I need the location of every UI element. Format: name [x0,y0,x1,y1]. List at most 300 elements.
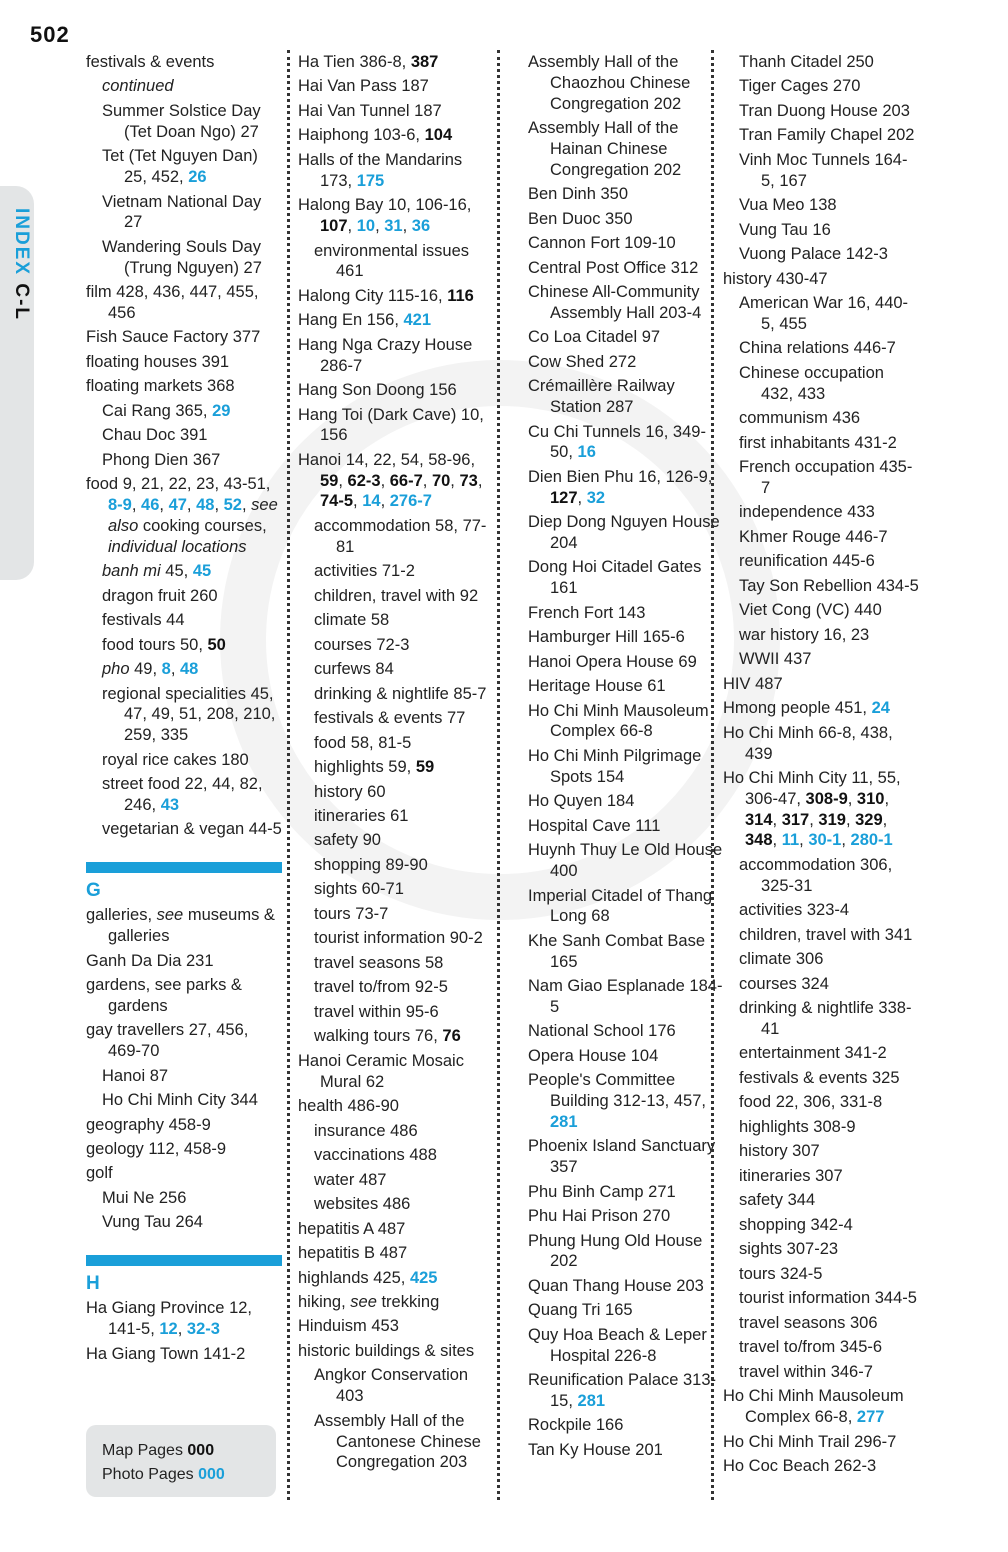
entry-text: Co Loa Citadel 97 [528,328,661,347]
index-entry [528,1182,724,1203]
entry-text: French Fort 143 [528,603,646,622]
index-subentry [102,819,282,840]
photo-page-ref: 280-1 [850,831,893,850]
entry-text: Assembly Hall of the Hainan Chinese Congregation 202 [528,119,682,179]
index-subentry [314,977,494,998]
index-entry [86,1298,282,1340]
index-entry [528,512,724,554]
index-entry [86,1163,282,1184]
index-entry [528,1415,724,1436]
index-entry [298,286,494,307]
entry-text: drinking & nightlife 338-41 [739,999,912,1038]
photo-page-ref: 31 [384,217,403,236]
index-entry [528,1231,724,1273]
entry-text: Khmer Rouge 446-7 [739,527,888,546]
entry-text: Tran Duong House 203 [739,101,910,120]
index-entry [528,627,724,648]
index-entry [86,352,282,373]
entry-text: Phoenix Island Sanctuary 357 [528,1137,716,1177]
index-subentry [314,928,494,949]
entry-text: Phu Hai Prison 270 [528,1207,671,1226]
map-page-ref: 76 [442,1027,461,1046]
index-subentry [102,237,282,279]
entry-text: Ho Chi Minh 66-8, 438, 439 [723,723,893,763]
index-subentry [314,904,494,925]
index-subentry [314,757,494,778]
photo-pages-line [102,1463,276,1487]
photo-page-ref: 14 [362,492,381,511]
index-subentry [102,425,282,446]
index-entry [528,791,724,812]
entry-text: see [350,1293,377,1311]
index-entry [528,976,724,1018]
index-entry [298,450,494,512]
entry-text: , [799,831,809,850]
entry-text: Halong Bay 10, 106-16, [298,196,472,215]
index-entry [298,1243,494,1264]
entry-text: walking tours 76, [314,1027,443,1046]
photo-page-ref: 421 [403,311,432,330]
index-entry [723,723,919,765]
entry-text: Ho Quyen 184 [528,792,635,811]
entry-text: French occupation 435-7 [739,458,913,497]
entry-text: , [338,471,348,490]
entry-text: People's Committee Building 312-13, 457, [528,1071,706,1111]
map-pages-line [102,1439,276,1463]
entry-text: Hang Son Doong 156 [298,381,457,400]
page-number: 502 [30,22,70,47]
entry-text: , [884,789,890,808]
index-subentry [102,774,282,816]
entry-text: Hanoi 87 [102,1066,169,1085]
entry-text: museums & galleries [108,906,275,946]
index-entry [528,376,724,418]
photo-page-ref: 47 [168,496,187,515]
map-page-ref: 314 [745,810,773,829]
index-subentry [314,1002,494,1023]
index-entry [528,282,724,324]
entry-text: Cai Rang 365, [102,401,213,420]
entry-text: Vuong Palace 142-3 [739,245,888,264]
entry-text: royal rice cakes 180 [102,750,249,769]
index-entry [298,52,494,73]
entry-text: insurance 486 [314,1121,418,1140]
entry-text: Vietnam National Day 27 [102,192,262,232]
index-subentry [739,1166,919,1187]
index-entry [528,1325,724,1367]
index-entry [528,1440,724,1461]
entry-text: , [477,471,483,490]
map-page-ref: 348 [745,831,773,850]
photo-page-ref: 46 [141,496,160,515]
entry-text: Cow Shed 272 [528,352,637,371]
index-subentry [314,684,494,705]
entry-text: Ha Giang Province 12, 141-5, [86,1299,253,1339]
index-entry [86,327,282,348]
index-entry [528,233,724,254]
index-entry [298,150,494,192]
photo-page-ref: 32-3 [186,1320,220,1339]
index-subentry [739,1288,919,1309]
entry-text: itineraries 61 [314,807,409,825]
photo-page-ref: 30-1 [808,831,842,850]
index-subentry [739,125,919,146]
entry-text: history 60 [314,782,386,801]
index-entry [86,52,282,73]
column-divider [497,50,500,1500]
entry-text: see [156,906,184,925]
entry-text: sights 60-71 [314,880,404,899]
index-subentry [739,502,919,523]
entry-text: Ho Chi Minh Pilgrimage Spots 154 [528,746,702,786]
entry-text: highlands 425, [298,1268,410,1287]
entry-text: historic buildings & sites [298,1341,475,1360]
index-subentry [314,1026,494,1047]
index-subentry [314,1194,494,1215]
index-entry [528,931,724,973]
index-entry [298,101,494,122]
index-entry [298,1316,494,1337]
photo-page-ref: 45 [192,562,212,581]
entry-text: shopping 342-4 [739,1215,853,1234]
index-column-1 [86,52,282,1368]
photo-page-ref: 281 [550,1112,578,1131]
entry-text: Tiger Cages 270 [739,77,861,96]
entry-text: accommodation 306, 325-31 [739,855,893,895]
entry-text: food 58, 81-5 [314,733,412,752]
map-page-ref: 319 [818,810,846,829]
entry-text: Hanoi Ceramic Mosaic Mural 62 [298,1051,464,1091]
map-page-ref: 317 [781,810,810,829]
photo-page-ref: 281 [577,1391,606,1410]
index-entry [528,1021,724,1042]
index-subentry [739,1043,919,1064]
index-entry [528,886,724,928]
entry-text: Hinduism 453 [298,1317,399,1336]
entry-text: Ben Dinh 350 [528,185,628,204]
index-entry [528,1300,724,1321]
entry-text: entertainment 341-2 [739,1044,887,1063]
entry-text: Mui Ne 256 [102,1188,187,1207]
index-subentry [102,76,282,97]
index-subentry [314,241,494,283]
index-subentry [314,1365,494,1407]
index-entry [298,405,494,447]
entry-text: , [847,789,857,808]
map-page-ref: 308-9 [805,789,848,808]
index-entry [723,1386,919,1428]
index-subentry [739,1068,919,1089]
index-subentry [102,1090,282,1111]
entry-text: Ho Chi Minh City 344 [102,1091,258,1110]
entry-text: Hanoi Opera House 69 [528,652,697,671]
index-subentry [102,750,282,771]
index-subentry [739,1362,919,1383]
index-subentry [102,1188,282,1209]
index-entry [298,195,494,237]
index-entry [528,467,724,509]
index-entry [723,768,919,851]
column-divider [711,50,714,1500]
entry-text: Dong Hoi Citadel Gates 161 [528,558,702,598]
index-subentry [739,925,919,946]
entry-text: Vinh Moc Tunnels 164-5, 167 [739,150,908,190]
section-divider-bar [86,1255,282,1266]
entry-text: independence 433 [739,503,875,522]
page-legend-box [86,1425,276,1497]
photo-page-ref: 425 [409,1268,438,1287]
map-pages-label: Map Pages [102,1442,183,1459]
index-entry [723,269,919,290]
index-subentry [314,733,494,754]
index-entry [298,380,494,401]
index-entry [528,1046,724,1067]
entry-text: , [186,496,197,515]
index-subentry [739,338,919,359]
photo-page-ref: 175 [356,171,385,190]
entry-text: Phu Binh Camp 271 [528,1182,676,1201]
entry-text: , [380,471,390,490]
entry-text: travel within 95-6 [314,1002,439,1021]
entry-text: festivals & events 325 [739,1068,900,1087]
entry-text: Ho Chi Minh Mausoleum Complex 66-8 [528,701,709,741]
photo-page-ref: 16 [577,443,596,462]
index-subentry [739,649,919,670]
photo-page-ref: 36 [411,217,431,236]
entry-text: Hang Toi (Dark Cave) 10, 156 [298,405,484,445]
index-subentry [314,855,494,876]
map-page-ref: 62-3 [347,471,381,490]
map-page-ref: 329 [855,810,883,829]
index-subentry [314,879,494,900]
entry-text: Heritage House 61 [528,677,666,696]
index-column-3 [528,52,724,1464]
map-page-ref: 50 [207,635,226,654]
entry-text: Chinese occupation 432, 433 [739,363,884,403]
index-entry [298,335,494,377]
entry-text: , [841,831,851,850]
index-subentry [102,450,282,471]
entry-text: geology 112, 458-9 [86,1140,227,1158]
entry-text: pho [102,660,130,679]
entry-text: individual locations [108,537,247,556]
entry-text: food tours 50, [102,635,208,654]
entry-text: , [380,492,390,511]
entry-text: sights 307-23 [739,1240,839,1259]
entry-text: history 307 [739,1142,820,1161]
index-entry [528,1206,724,1227]
index-entry [298,310,494,331]
entry-text: Tan Ky House 201 [528,1440,663,1459]
entry-text: Assembly Hall of the Cantonese Chinese Congregation 203 [314,1411,481,1472]
section-divider-bar [86,862,282,873]
index-subentry [314,953,494,974]
entry-text: , [241,496,252,515]
photo-page-ref: 277 [856,1408,885,1427]
index-entry [528,746,724,788]
column-divider [287,50,290,1500]
photo-page-ref: 276-7 [389,492,432,511]
entry-text: vaccinations 488 [314,1146,437,1165]
entry-text: Rockpile 166 [528,1416,624,1435]
index-entry [298,76,494,97]
entry-text: continued [102,77,174,96]
index-subentry [739,457,919,499]
entry-text: environmental issues 461 [314,241,469,281]
entry-text: American War 16, 440-5, 455 [739,294,909,333]
entry-text: , [353,492,363,511]
index-subentry [739,1239,919,1260]
entry-text: accommodation 58, 77-81 [314,516,487,556]
entry-text: banh mi [102,562,161,581]
entry-text: hepatitis A 487 [298,1219,406,1238]
index-subentry [314,561,494,582]
entry-text: Hai Van Tunnel 187 [298,101,442,120]
photo-page-ref: 8-9 [108,496,132,515]
index-subentry [314,659,494,680]
index-entry [528,209,724,230]
entry-text: Quy Hoa Beach & Leper Hospital 226-8 [528,1325,707,1365]
index-entry [528,52,724,114]
index-subentry [314,610,494,631]
entry-text: , [177,1320,187,1339]
entry-text: health 486-90 [298,1097,399,1116]
index-subentry [314,1145,494,1166]
entry-text: Hanoi 14, 22, 54, 58-96, [298,450,476,469]
index-entry [86,1344,282,1365]
index-subentry [739,244,919,265]
entry-text: tourist information 344-5 [739,1289,917,1308]
entry-text: Assembly Hall of the Chaozhou Chinese Congregation 202 [528,53,691,113]
entry-text: war history 16, 23 [739,625,870,644]
entry-text: China relations 446-7 [739,339,896,358]
entry-text: regional specialities 45, 47, 49, 51, 208, 210, 259, 335 [102,684,276,745]
entry-text: Ben Duoc 350 [528,209,633,228]
entry-text: , [882,810,888,829]
index-subentry [102,1212,282,1233]
index-subentry [102,561,282,582]
index-subentry [739,551,919,572]
index-subentry [739,76,919,97]
index-entry [528,1276,724,1297]
entry-text: floating houses 391 [86,352,230,371]
index-subentry [739,1337,919,1358]
entry-text: websites 486 [314,1195,411,1214]
index-subentry [739,527,919,548]
index-subentry [739,1264,919,1285]
entry-text: , [159,496,169,515]
entry-text: children, travel with 341 [739,925,913,944]
entry-text: food 9, 21, 22, 23, 43-51, [86,475,271,494]
entry-text: Fish Sauce Factory 377 [86,328,261,347]
entry-text: tours 73-7 [314,904,389,923]
entry-text: , [845,810,856,829]
index-subentry [739,1190,919,1211]
index-subentry [739,1215,919,1236]
entry-text: dragon fruit 260 [102,586,218,605]
map-page-ref: 107 [320,217,348,236]
entry-text: climate 58 [314,611,390,630]
photo-page-ref: 10 [356,217,376,236]
entry-text: Wandering Souls Day (Trung Nguyen) 27 [102,237,262,277]
entry-text: highlights 59, [314,758,416,777]
section-letter-heading: G [86,880,101,902]
entry-text: Dien Bien Phu 16, 126-9, [528,467,713,486]
photo-pages-label: Photo Pages [102,1466,194,1483]
entry-text: Ho Chi Minh City 11, 55, 306-47, [723,769,901,808]
entry-text: communism 436 [739,409,861,428]
photo-page-ref: 52 [223,496,242,515]
entry-text: Angkor Conservation 403 [314,1366,469,1406]
entry-text: , [772,831,782,850]
entry-text: travel seasons 306 [739,1313,878,1332]
map-page-ref: 74-5 [320,492,354,511]
entry-text: 49, [129,660,162,679]
index-subentry [739,600,919,621]
entry-text: drinking & nightlife 85-7 [314,684,487,703]
entry-text: Ha Giang Town 141-2 [86,1344,246,1363]
entry-text: , [577,488,587,507]
index-subentry [102,586,282,607]
entry-text: , [450,471,460,490]
index-entry [86,1115,282,1136]
entry-text: floating markets 368 [86,377,235,396]
entry-text: first inhabitants 431-2 [739,433,897,452]
entry-text: festivals & events 77 [314,709,466,728]
index-entry [723,698,919,719]
index-subentry [739,576,919,597]
map-page-ref: 59 [320,471,339,490]
entry-text: Quang Tri 165 [528,1301,633,1320]
entry-text: festivals 44 [102,611,185,630]
index-subentry [739,998,919,1040]
index-subentry [102,610,282,631]
entry-text: hepatitis B 487 [298,1244,408,1263]
index-subentry [314,635,494,656]
entry-text: Cannon Fort 109-10 [528,234,676,253]
photo-page-ref: 43 [160,795,180,814]
entry-text: tours 324-5 [739,1264,823,1283]
entry-text: gardens, see parks & gardens [86,975,242,1015]
entry-text: gay travellers 27, 456, 469-70 [86,1021,249,1061]
entry-text: Cu Chi Tunnels 16, 349-50, [528,422,706,462]
entry-text: travel within 346-7 [739,1362,873,1381]
entry-text: Central Post Office 312 [528,258,699,277]
index-subentry [739,293,919,335]
entry-text: , [375,217,385,236]
map-page-ref: 387 [410,53,439,71]
map-pages-value: 000 [187,1442,215,1459]
entry-text: Ho Chi Minh Mausoleum Complex 66-8, [723,1387,904,1427]
index-subentry [739,1117,919,1138]
index-entry [528,327,724,348]
entry-text: Quan Thang House 203 [528,1276,704,1295]
entry-text: courses 324 [739,974,829,993]
entry-text: activities 323-4 [739,901,850,920]
index-entry [86,282,282,324]
photo-pages-value: 000 [198,1466,225,1483]
index-entry [298,1096,494,1117]
map-page-ref: 59 [415,758,435,777]
entry-text: history 430-47 [723,269,828,288]
index-subentry [739,855,919,897]
index-entry [86,905,282,947]
entry-text: film 428, 436, 447, 455, 456 [86,283,259,322]
entry-text: shopping 89-90 [314,855,428,874]
index-entry [528,816,724,837]
entry-text: cooking courses, [138,516,267,535]
photo-page-ref: 32 [586,488,606,507]
